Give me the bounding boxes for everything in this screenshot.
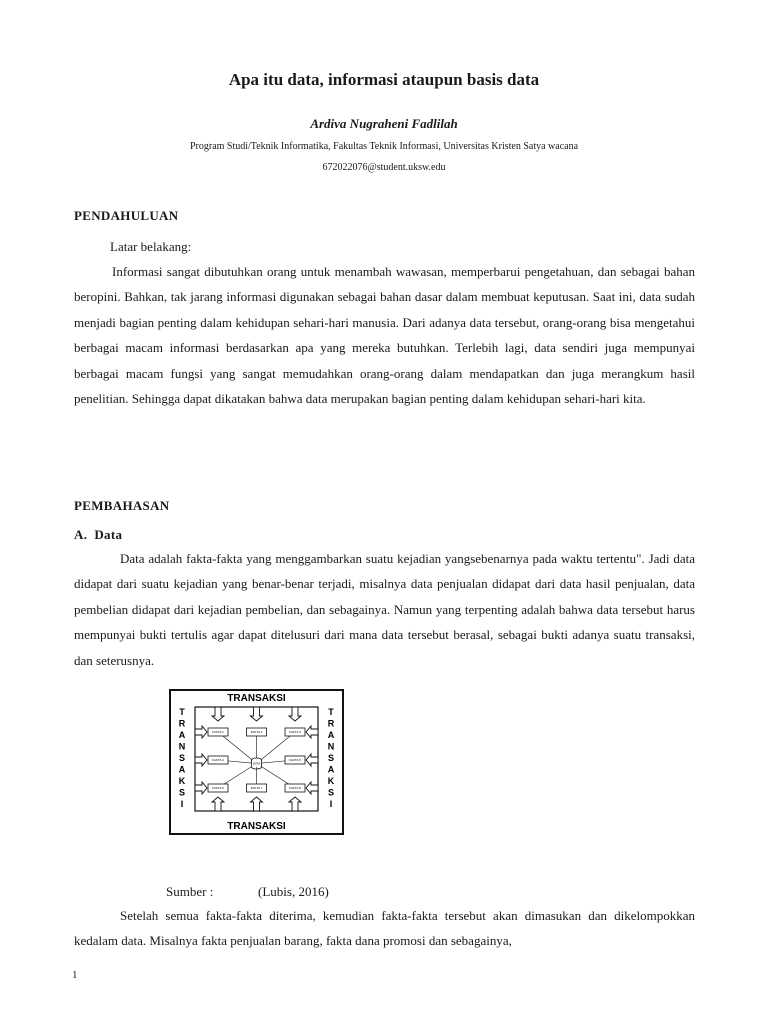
diagram-fact-label: FAKTA 4 bbox=[212, 758, 224, 763]
source-label: Sumber : bbox=[166, 884, 214, 899]
diagram-left-letter: S bbox=[178, 753, 186, 763]
diagram-right-letter: S bbox=[327, 753, 335, 763]
diagram-right-letter: I bbox=[329, 799, 333, 809]
author-email: 672022076@student.uksw.edu bbox=[322, 162, 446, 173]
diagram-left-letter: S bbox=[178, 787, 186, 798]
section-heading-body: PEMBAHASAN bbox=[74, 498, 170, 513]
subsection-heading-data: A. Data bbox=[74, 527, 123, 542]
diagram-left-letter: A bbox=[178, 764, 186, 775]
diagram-right-letter: K bbox=[327, 776, 335, 786]
diagram-fact-label: FAKTA 1 bbox=[212, 730, 224, 735]
diagram-fact-label: FAKTA 3 bbox=[289, 730, 301, 735]
diagram-left-letter: K bbox=[178, 776, 186, 786]
diagram-fact-label: FAKTA 2 bbox=[250, 730, 263, 735]
data-paragraph: Data adalah fakta-fakta yang menggambarkan suatu kejadian yangsebenarnya pada waktu tertentu". Jadi data didapat dari suatu kejadian yang benar-benar terjadi, misalnya data penjualan didapat dari data hasil penjualan, data pembelian didapat dari kejadian pembelian, dan sebagainya. Namun yang terpenting adalah bahwa data tersebut harus mempunyai bukti tertulis agar dapat ditelusuri dari mana data tersebut berasal, sebagai bukti adanya suatu transaksi, dan seterusnya. bbox=[74, 551, 695, 668]
diagram-fact-label: FAKTA 6 bbox=[212, 786, 224, 791]
diagram-right-letter: A bbox=[327, 764, 335, 775]
diagram-bottom-label: TRANSAKSI bbox=[227, 821, 286, 832]
diagram-fact-label: FAKTA 8 bbox=[289, 786, 301, 791]
diagram-right-letter: R bbox=[327, 718, 335, 729]
closing-paragraph: Setelah semua fakta-fakta diterima, kemudian fakta-fakta tersebut akan dimasukan dan dikelompokkan kedalam data. Misalnya fakta penjualan barang, fakta dana promosi dan sebagainya, bbox=[74, 908, 695, 949]
diagram-fact-label: FAKTA 7 bbox=[250, 786, 263, 791]
page-title: Apa itu data, informasi ataupun basis data bbox=[228, 70, 540, 89]
intro-subheading: Latar belakang: bbox=[110, 239, 192, 254]
diagram-left-label bbox=[179, 707, 186, 809]
diagram-left-letter: A bbox=[178, 730, 186, 740]
diagram-fact-label: FAKTA 5 bbox=[289, 758, 301, 763]
diagram-top-label: TRANSAKSI bbox=[227, 693, 286, 704]
transaction-diagram bbox=[169, 689, 344, 835]
diagram-left-letter: I bbox=[180, 799, 184, 809]
author-name: Ardiva Nugraheni Fadlilah bbox=[310, 116, 458, 131]
diagram-right-label bbox=[328, 707, 335, 809]
diagram-left-letter: N bbox=[178, 741, 186, 752]
diagram-right-letter: T bbox=[328, 707, 334, 717]
section-heading-intro: PENDAHULUAN bbox=[74, 208, 179, 223]
page-number: 1 bbox=[72, 969, 78, 981]
diagram-center-label: DATA bbox=[252, 761, 261, 766]
diagram-left-letter: T bbox=[179, 707, 185, 717]
diagram-left-letter: R bbox=[178, 718, 186, 729]
affiliation: Program Studi/Teknik Informatika, Fakultas Teknik Informasi, Universitas Kristen Satya wacana bbox=[189, 141, 579, 152]
diagram-right-letter: N bbox=[327, 741, 335, 752]
source-citation: (Lubis, 2016) bbox=[258, 884, 329, 899]
diagram-right-letter: A bbox=[327, 730, 335, 740]
intro-paragraph: Informasi sangat dibutuhkan orang untuk menambah wawasan, memperbarui pengetahuan, dan sebagai bahan beropini. Bahkan, tak jarang informasi digunakan sebagai bahan dasar dalam membuat keputusan. Saat ini, data sudah menjadi bagian penting dalam kehidupan sehari-hari manusia. Dari adanya data tersebut, orang-orang bisa mengetahui berbagai macam informasi berdasarkan apa yang mereka butuhkan. Terlebih lagi, data sendiri juga mempunyai berbagai macam fungsi yang sangat memudahkan orang-orang dalam mendapatkan dan juga merangkum hasil penelitian. Sehingga dapat dikatakan bahwa data merupakan bagian penting dalam kehidupan sehari-hari kita. bbox=[74, 264, 695, 407]
diagram-right-letter: S bbox=[327, 787, 335, 798]
